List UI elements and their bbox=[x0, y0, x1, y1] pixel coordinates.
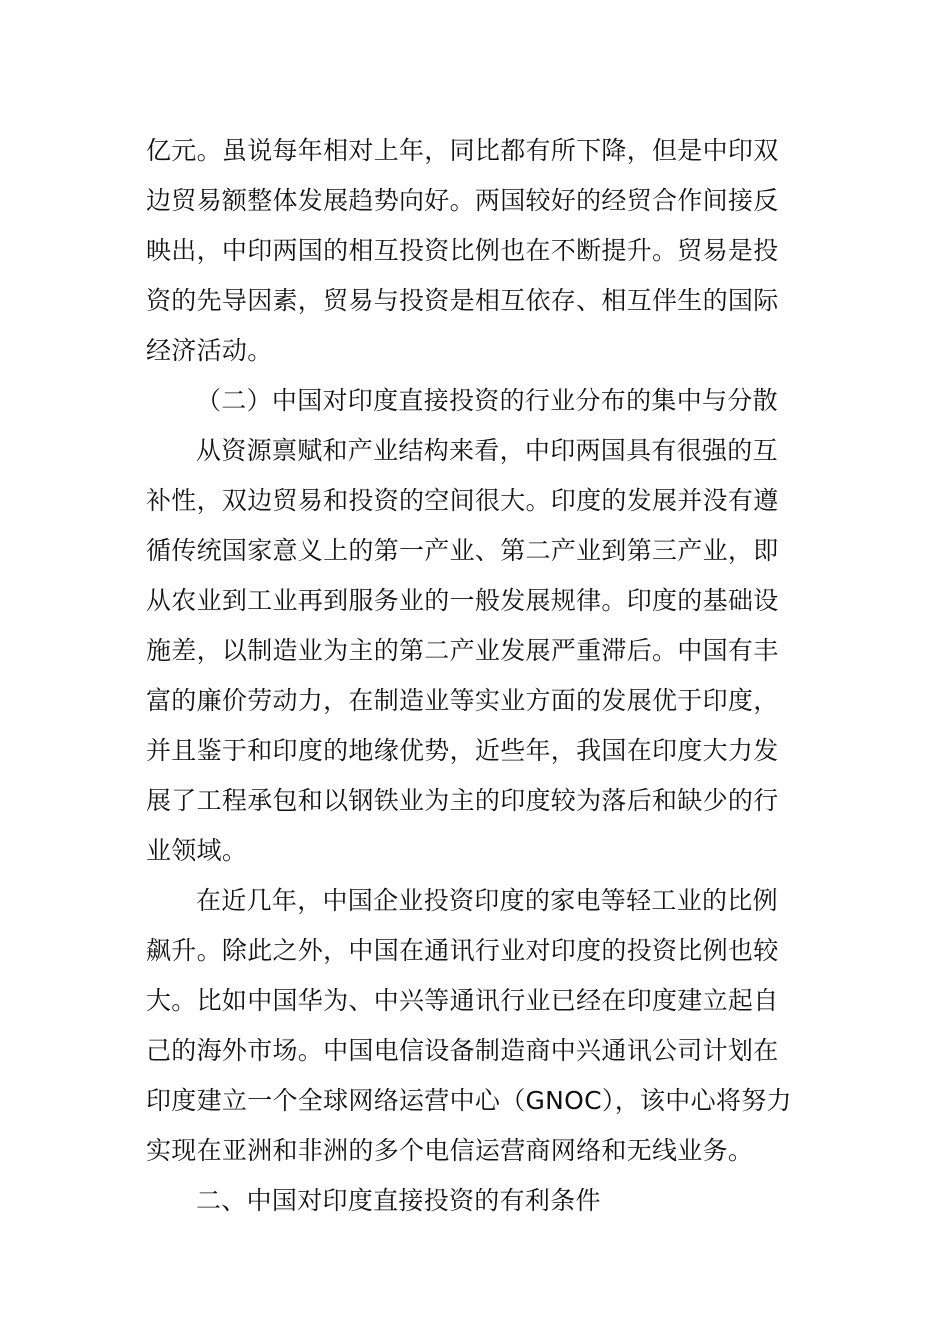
paragraph-line: 从农业到工业再到服务业的一般发展规律。印度的基础设 bbox=[146, 586, 779, 615]
paragraph-line: 亿元。虽说每年相对上年，同比都有所下降，但是中印双 bbox=[146, 136, 779, 165]
paragraph-line: 印度建立一个全球网络运营中心（GNOC），该中心将努力 bbox=[146, 1086, 792, 1115]
paragraph-line: 并且鉴于和印度的地缘优势，近些年，我国在印度大力发 bbox=[146, 736, 779, 765]
paragraph-line: 己的海外市场。中国电信设备制造商中兴通讯公司计划在 bbox=[146, 1036, 779, 1065]
paragraph-line: 飙升。除此之外，中国在通讯行业对印度的投资比例也较 bbox=[146, 936, 779, 965]
paragraph-line: 映出，中印两国的相互投资比例也在不断提升。贸易是投 bbox=[146, 236, 779, 265]
subheading: （二）中国对印度直接投资的行业分布的集中与分散 bbox=[196, 386, 778, 415]
paragraph-line: 循传统国家意义上的第一产业、第二产业到第三产业，即 bbox=[146, 536, 779, 565]
paragraph-line: 边贸易额整体发展趋势向好。两国较好的经贸合作间接反 bbox=[146, 186, 779, 215]
paragraph-line: 富的廉价劳动力，在制造业等实业方面的发展优于印度， bbox=[146, 686, 779, 715]
paragraph-line: 大。比如中国华为、中兴等通讯行业已经在印度建立起自 bbox=[146, 986, 779, 1015]
paragraph-line: 在近几年，中国企业投资印度的家电等轻工业的比例 bbox=[196, 886, 778, 915]
paragraph-line: 施差，以制造业为主的第二产业发展严重滞后。中国有丰 bbox=[146, 636, 779, 665]
paragraph-line: 补性，双边贸易和投资的空间很大。印度的发展并没有遵 bbox=[146, 486, 779, 515]
paragraph-line: 从资源禀赋和产业结构来看，中印两国具有很强的互 bbox=[196, 436, 778, 465]
paragraph-line: 经济活动。 bbox=[146, 336, 273, 365]
paragraph-line: 实现在亚洲和非洲的多个电信运营商网络和无线业务。 bbox=[146, 1136, 754, 1165]
section-heading: 二、中国对印度直接投资的有利条件 bbox=[196, 1186, 601, 1215]
paragraph-line: 业领域。 bbox=[146, 836, 248, 865]
paragraph-line: 资的先导因素，贸易与投资是相互依存、相互伴生的国际 bbox=[146, 286, 779, 315]
paragraph-line: 展了工程承包和以钢铁业为主的印度较为落后和缺少的行 bbox=[146, 786, 779, 815]
